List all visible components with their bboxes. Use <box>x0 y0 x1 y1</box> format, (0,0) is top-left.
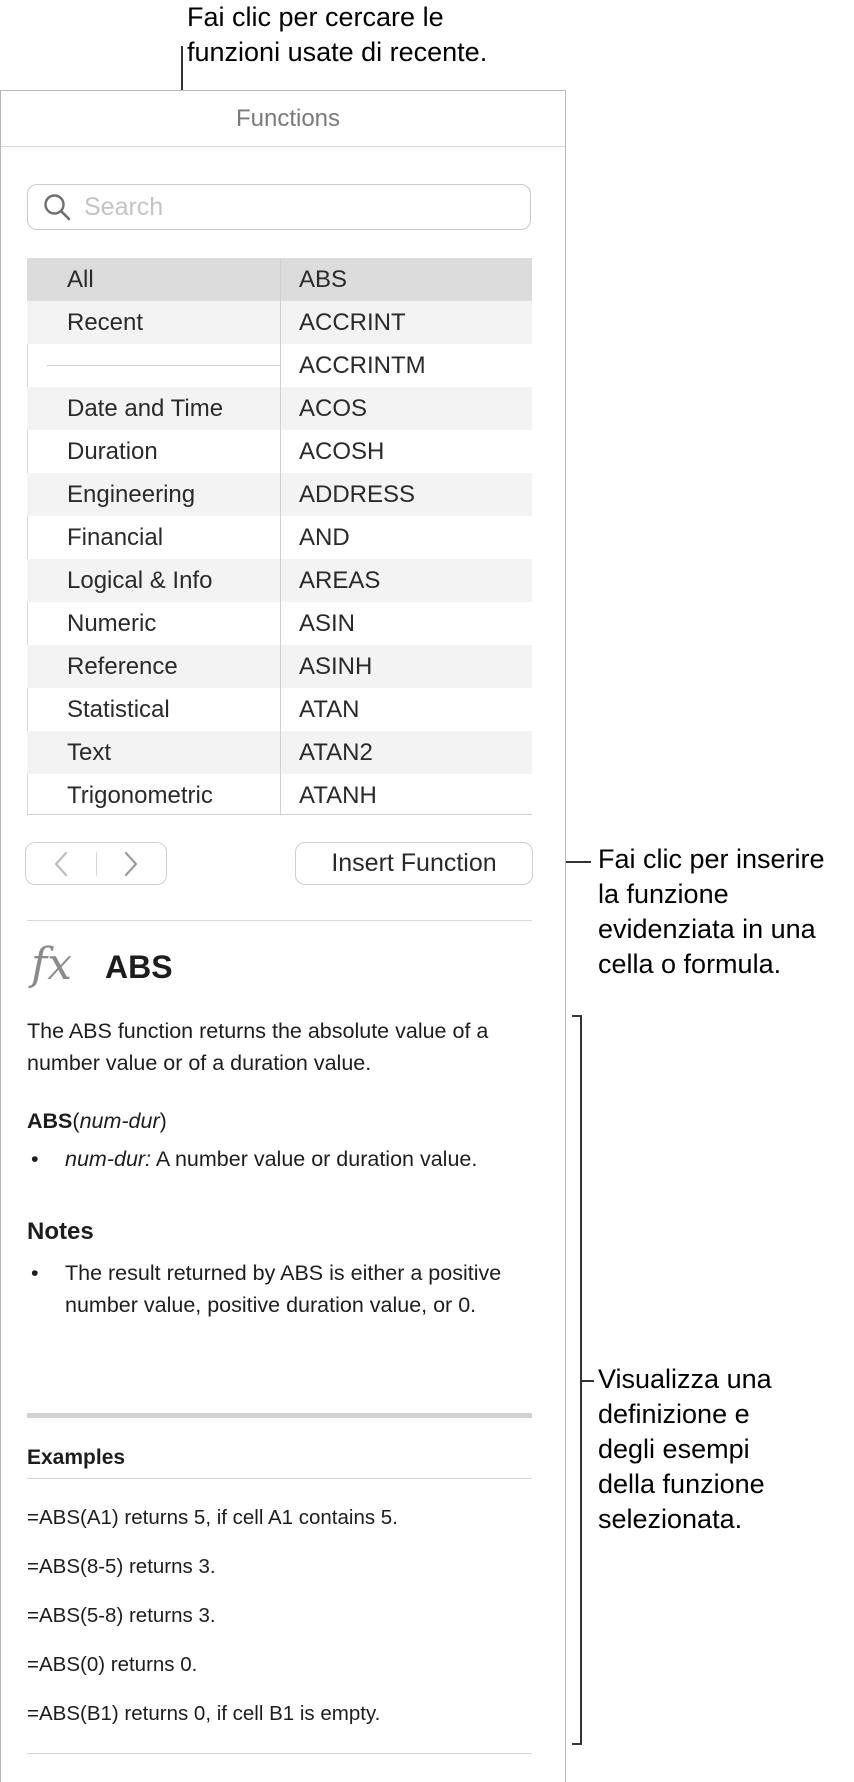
category-item[interactable]: Duration <box>67 438 158 465</box>
callout-definition <box>598 1362 854 1537</box>
function-item[interactable]: ASIN <box>299 610 356 637</box>
function-title: ABS <box>105 949 173 985</box>
function-item[interactable]: AREAS <box>299 567 381 594</box>
callout-line: Fai clic per cercare le <box>187 2 444 32</box>
search-input[interactable] <box>84 193 504 222</box>
syntax-argument: num-dur <box>79 1109 160 1133</box>
insert-function-button[interactable]: Insert Function <box>295 842 533 885</box>
category-item[interactable]: Text <box>67 739 112 766</box>
function-item[interactable]: ADDRESS <box>299 481 416 508</box>
back-button[interactable] <box>26 843 96 884</box>
category-item-recent[interactable]: Recent <box>67 309 144 336</box>
example-line: =ABS(8-5) returns 3. <box>27 1555 216 1578</box>
bullet-dot: • <box>31 1261 39 1285</box>
search-icon <box>42 192 72 222</box>
function-item[interactable]: ACCRINTM <box>299 352 426 379</box>
callout-line: definizione e <box>598 1399 750 1429</box>
category-item[interactable]: Financial <box>67 524 164 551</box>
function-syntax <box>27 1105 167 1137</box>
divider <box>27 1478 532 1479</box>
callout-insert-function <box>598 842 854 982</box>
note-text: The result returned by ABS is either a positive number value, positive duration value, or 0. <box>65 1261 502 1317</box>
callout-line: evidenziata in una <box>598 914 816 944</box>
divider <box>27 920 532 921</box>
category-item[interactable]: Engineering <box>67 481 196 508</box>
function-item[interactable]: ACOSH <box>299 438 385 465</box>
example-line: =ABS(5-8) returns 3. <box>27 1604 216 1627</box>
examples-heading: Examples <box>27 1446 126 1469</box>
category-item[interactable]: Date and Time <box>67 395 224 422</box>
callout-line: cella o formula. <box>598 949 782 979</box>
callout-line: la funzione <box>598 879 729 909</box>
category-item-all[interactable]: All <box>67 266 94 293</box>
history-nav <box>25 842 167 885</box>
section-divider <box>27 1413 532 1418</box>
panel-title: Functions <box>235 104 341 132</box>
function-item[interactable]: ACCRINT <box>299 309 406 336</box>
notes-heading: Notes <box>27 1218 94 1245</box>
callout-line: selezionata. <box>598 1504 743 1534</box>
category-item[interactable]: Numeric <box>67 610 157 637</box>
chevron-right-icon <box>123 851 139 877</box>
category-item[interactable]: Logical & Info <box>67 567 213 594</box>
function-description: The ABS function returns the absolute value of a number value or of a duration value. <box>27 1019 489 1075</box>
syntax-paren: ( <box>72 1109 80 1133</box>
search-field[interactable] <box>27 184 531 230</box>
callout-line: funzioni usate di recente. <box>187 37 488 67</box>
function-item[interactable]: ATAN <box>299 696 360 723</box>
forward-button[interactable] <box>97 843 167 884</box>
syntax-name: ABS <box>27 1109 73 1133</box>
function-item[interactable]: ACOS <box>299 395 368 422</box>
column-divider <box>280 258 281 815</box>
category-item[interactable]: Reference <box>67 653 178 680</box>
argument-description: A number value or duration value. <box>151 1147 478 1171</box>
function-browser <box>27 258 532 815</box>
argument-name: num-dur: <box>65 1147 152 1171</box>
callout-line: Fai clic per inserire <box>598 844 825 874</box>
category-separator <box>47 365 280 366</box>
fx-icon: fx <box>31 939 73 990</box>
example-line: =ABS(B1) returns 0, if cell B1 is empty. <box>27 1702 381 1725</box>
argument-text <box>65 1143 525 1175</box>
chevron-left-icon <box>53 851 69 877</box>
callout-bracket <box>572 1015 582 1745</box>
category-item[interactable]: Statistical <box>67 696 170 723</box>
callout-recent-functions <box>187 0 607 70</box>
bullet-dot: • <box>31 1147 39 1171</box>
callout-leader-definition <box>582 1380 594 1382</box>
category-item[interactable]: Trigonometric <box>67 782 213 809</box>
divider <box>27 1753 532 1754</box>
functions-panel <box>0 90 566 1782</box>
example-line: =ABS(A1) returns 5, if cell A1 contains 5. <box>27 1506 398 1529</box>
panel-header <box>1 91 565 147</box>
callout-line: della funzione <box>598 1469 765 1499</box>
function-item[interactable]: ASINH <box>299 653 373 680</box>
function-item[interactable]: ATANH <box>299 782 377 809</box>
function-item[interactable]: ATAN2 <box>299 739 373 766</box>
callout-line: Visualizza una <box>598 1364 772 1394</box>
function-item[interactable]: AND <box>299 524 350 551</box>
callout-line: degli esempi <box>598 1434 750 1464</box>
function-item[interactable]: ABS <box>299 266 348 293</box>
example-line: =ABS(0) returns 0. <box>27 1653 198 1676</box>
syntax-paren: ) <box>159 1109 167 1133</box>
